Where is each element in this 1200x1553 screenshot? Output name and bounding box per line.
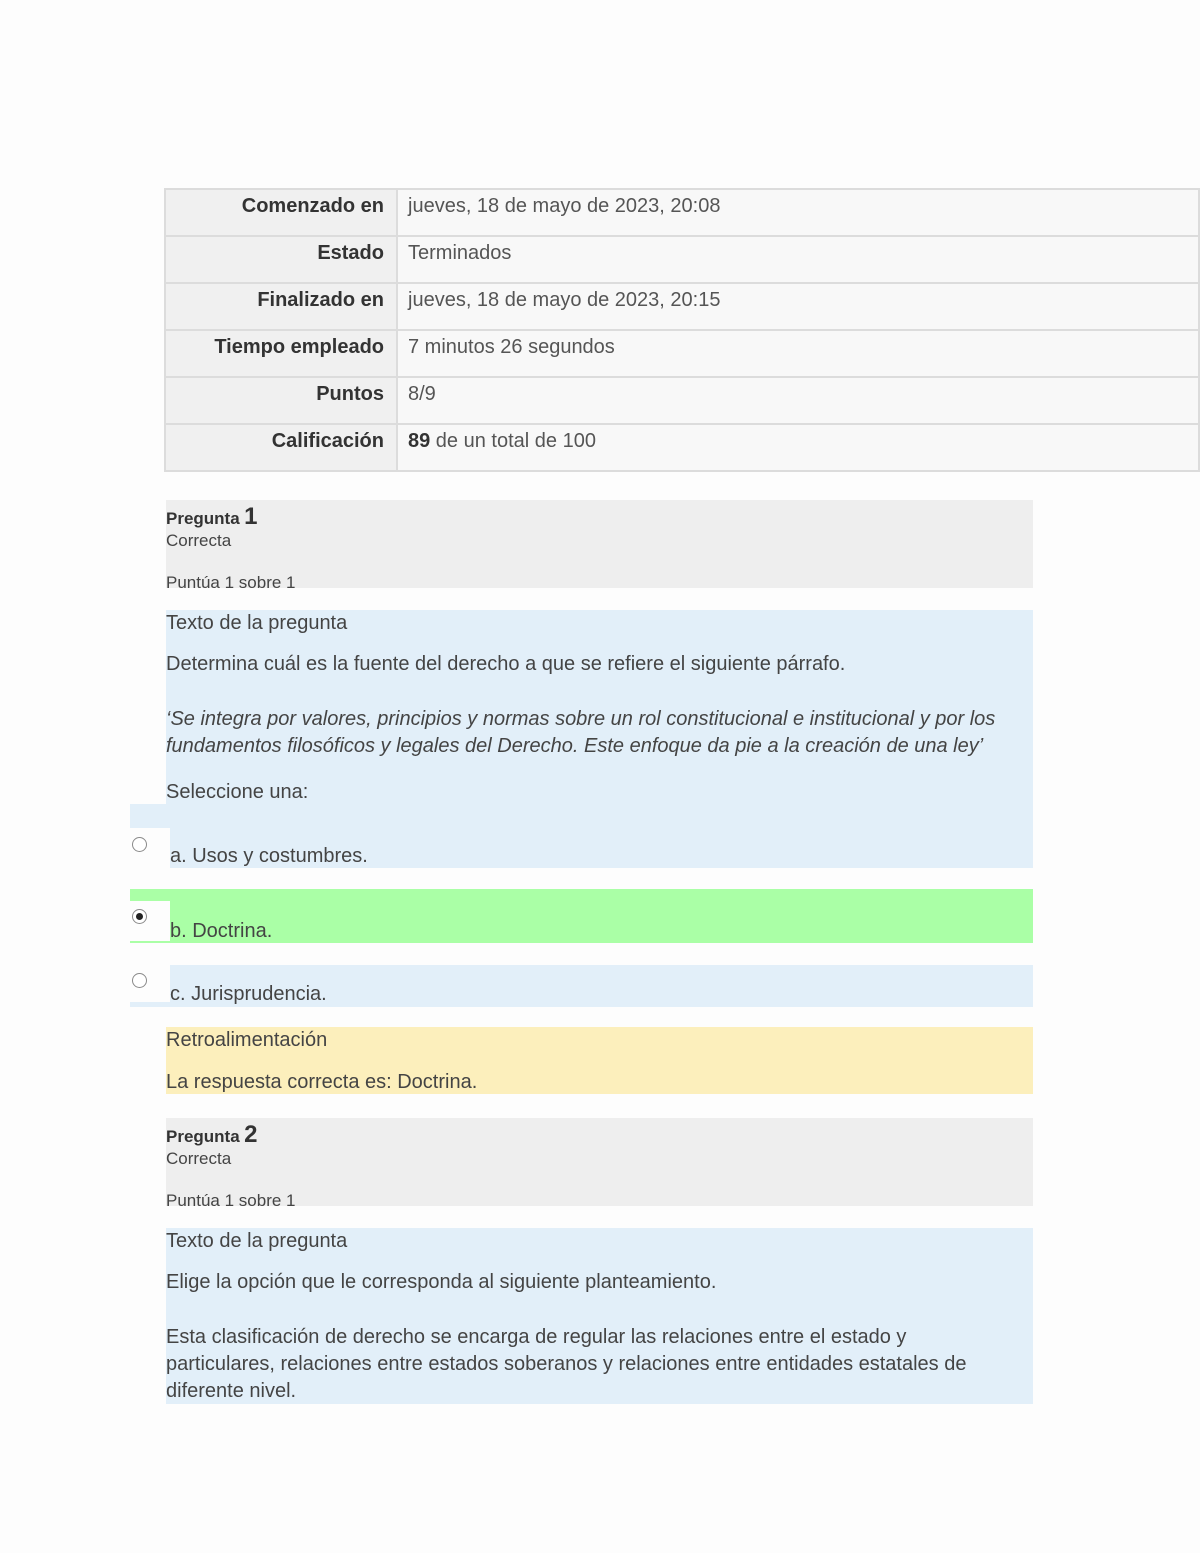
- summary-key: Puntos: [165, 377, 397, 424]
- summary-row-grade: [165, 424, 1199, 471]
- option-c-label[interactable]: c. Jurisprudencia.: [170, 983, 327, 1005]
- summary-row-started: [165, 189, 1199, 236]
- summary-value: Terminados: [397, 236, 1199, 283]
- question-text-header: Texto de la pregunta: [166, 612, 348, 634]
- radio-icon[interactable]: [132, 837, 147, 852]
- question-body-line-2: particulares, relaciones entre estados soberanos y relaciones entre entidades estatales de: [166, 1353, 967, 1375]
- question-1-feedback: [166, 1027, 1033, 1094]
- question-quote-line-2: fundamentos filosóficos y legales del Derecho. Este enfoque da pie a la creación de una ley’: [166, 735, 984, 757]
- question-2-info: [166, 1118, 1033, 1210]
- feedback-text: La respuesta correcta es: Doctrina.: [166, 1071, 478, 1093]
- question-text-header: Texto de la pregunta: [166, 1230, 348, 1252]
- question-prompt: Determina cuál es la fuente del derecho a que se refiere el siguiente párrafo.: [166, 653, 846, 675]
- summary-key: Comenzado en: [165, 189, 397, 236]
- summary-row-points: [165, 377, 1199, 424]
- summary-row-state: [165, 236, 1199, 283]
- option-b[interactable]: [130, 889, 1033, 943]
- summary-value: [397, 424, 1199, 471]
- question-body-line-3: diferente nivel.: [166, 1380, 297, 1402]
- question-state: Correcta: [166, 531, 232, 550]
- question-1-info: [166, 500, 1033, 592]
- summary-value: 8/9: [397, 377, 1199, 424]
- summary-value: jueves, 18 de mayo de 2023, 20:08: [397, 189, 1199, 236]
- question-prompt: Elige la opción que le corresponda al siguiente planteamiento.: [166, 1271, 717, 1293]
- question-label: Pregunta: [166, 509, 240, 528]
- question-number: 2: [244, 1121, 258, 1148]
- question-label: Pregunta: [166, 1127, 240, 1146]
- summary-key: Estado: [165, 236, 397, 283]
- summary-row-time-taken: [165, 330, 1199, 377]
- option-a-label[interactable]: a. Usos y costumbres.: [170, 845, 368, 867]
- question-grade: Puntúa 1 sobre 1: [166, 573, 296, 592]
- feedback-header: Retroalimentación: [166, 1029, 328, 1051]
- question-body-line-1: Esta clasificación de derecho se encarga de regular las relaciones entre el estado y: [166, 1326, 907, 1348]
- question-2-text: [166, 1228, 1033, 1404]
- summary-key: Finalizado en: [165, 283, 397, 330]
- radio-icon[interactable]: [132, 973, 147, 988]
- attempt-summary-table: [164, 188, 1200, 472]
- select-one-label: Seleccione una:: [166, 781, 309, 803]
- grade-score: 89: [408, 430, 431, 452]
- option-b-label[interactable]: b. Doctrina.: [170, 920, 273, 942]
- question-quote-line-1: ‘Se integra por valores, principios y normas sobre un rol constitucional e institucional y por los: [166, 708, 996, 730]
- summary-key: Tiempo empleado: [165, 330, 397, 377]
- summary-key: Calificación: [165, 424, 397, 471]
- option-a[interactable]: [130, 804, 1033, 868]
- summary-value: jueves, 18 de mayo de 2023, 20:15: [397, 283, 1199, 330]
- question-number: 1: [244, 503, 258, 530]
- radio-checked-icon[interactable]: [132, 909, 147, 924]
- grade-total: de un total de 100: [430, 430, 596, 452]
- question-grade: Puntúa 1 sobre 1: [166, 1191, 296, 1210]
- question-state: Correcta: [166, 1149, 232, 1168]
- option-c[interactable]: [130, 965, 1033, 1007]
- summary-value: 7 minutos 26 segundos: [397, 330, 1199, 377]
- summary-row-finished: [165, 283, 1199, 330]
